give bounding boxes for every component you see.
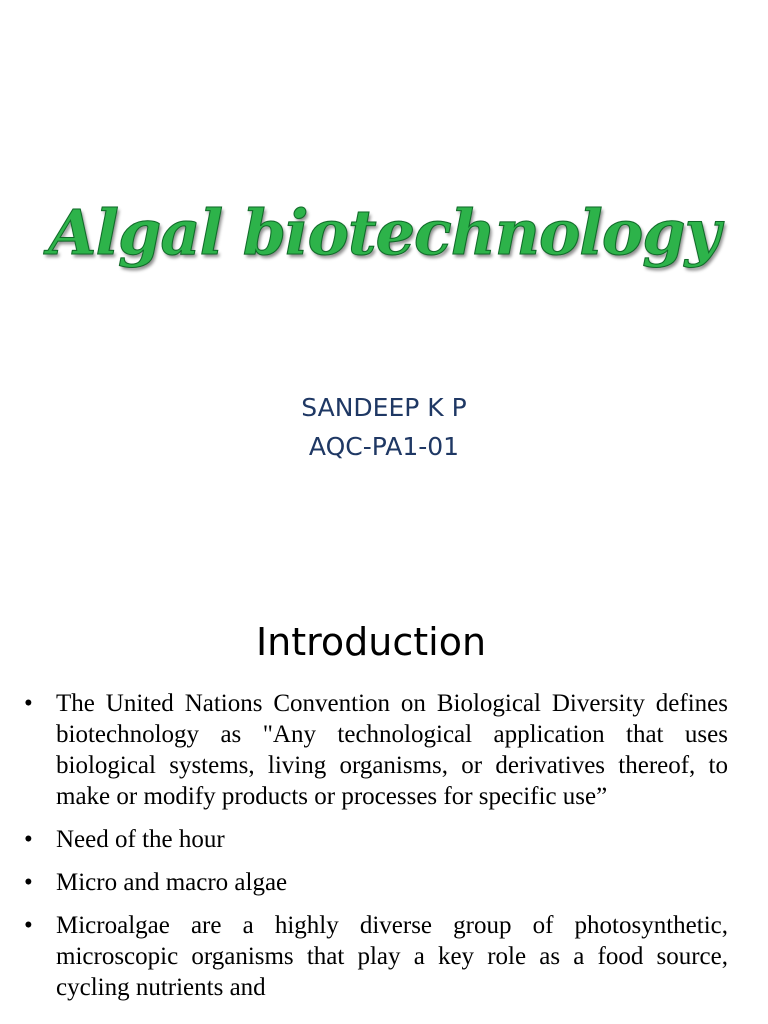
bullet-item <box>24 867 728 898</box>
bullet-text: Need of the hour <box>56 826 225 853</box>
bullet-marker: • <box>24 826 33 853</box>
presentation-title: Algal biotechnology <box>48 196 720 269</box>
bullet-text: The United Nations Convention on Biological Diversity defines biotechnology as "Any technological application that uses biological systems, living organisms, or derivatives thereof, to make or modify products or processes for specific use” <box>56 690 728 810</box>
bullet-text: Micro and macro algae <box>56 869 288 896</box>
bullet-list <box>24 688 728 1015</box>
bullet-marker: • <box>24 690 33 717</box>
bullet-item <box>24 824 728 855</box>
bullet-item <box>24 910 728 1003</box>
bullet-marker: • <box>24 912 33 939</box>
bullet-marker: • <box>24 869 33 896</box>
author-name: SANDEEP K P <box>301 393 467 422</box>
bullet-item <box>24 688 728 812</box>
author-id: AQC-PA1-01 <box>308 432 460 461</box>
slide-heading: Introduction <box>255 620 487 664</box>
author-block <box>0 388 768 466</box>
introduction-slide <box>0 576 768 1024</box>
bullet-text: Microalgae are a highly diverse group of photosynthetic, microscopic organisms that play a key role as a food source, cycling nutrients and <box>56 912 728 1001</box>
